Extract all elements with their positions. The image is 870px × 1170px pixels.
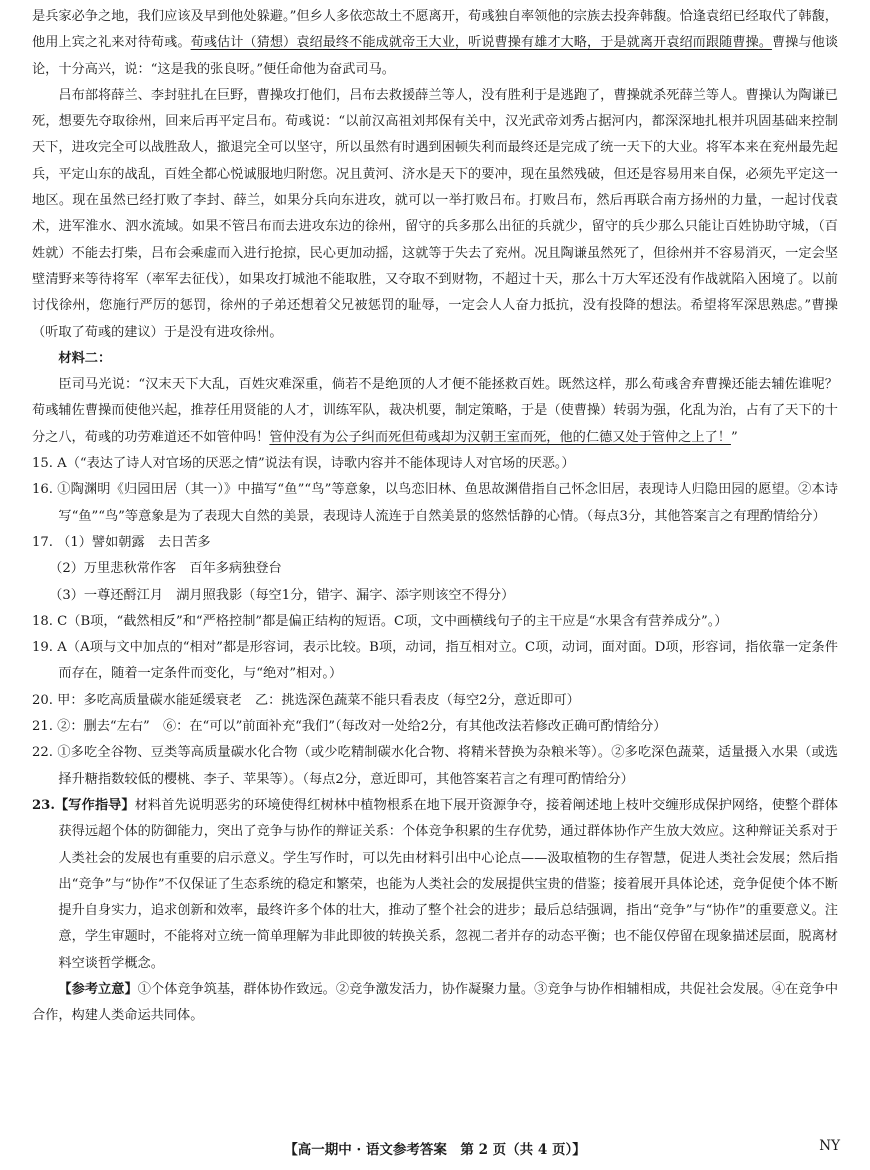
material1-underlined-sentence: 荀彧估计（猜想）袁绍最终不能成就帝王大业，听说曹操有雄才大略，于是就离开袁绍而跟随曹操。 — [190, 35, 772, 51]
reference-text: ①个体竞争筑基，群体协作致远。②竞争激发活力，协作凝聚力量。③竞争与协作相辅相成，共促社会发展。④在竞争中合作，构建人类命运共同体。 — [32, 981, 839, 1024]
answer-17-3: （3）一尊还酹江月 湖月照我影（每空1分，错字、漏字、添字则该空不得分） — [49, 587, 515, 603]
answer-23-writing-guide — [32, 793, 838, 977]
answer-23-reference — [32, 977, 838, 1030]
material1-paragraph-1 — [32, 4, 838, 83]
answer-17-2: （2）万里悲秋常作客 百年多病独登台 — [49, 561, 282, 577]
material2-underlined-sentence: 管仲没有为公子纠而死但荀彧却为汉朝王室而死，他的仁德又处于管仲之上了！ — [269, 429, 731, 445]
material1-text-c: 曹操与他谈论，十分高兴，说：“这是我的张良呀。”便任命他为奋武司马。 — [32, 35, 839, 77]
footer-code: NY — [819, 1138, 840, 1154]
writing-guide-text: 材料首先说明恶劣的环境使得红树林中植物根系在地下展开资源争夺，接着阐述地上枝叶交缠形成保护网络，使整个群体获得远超个体的防御能力，突出了竞争与协作的辩证关系：个体竞争积累的生存优势，通过群体协作产生放大效应。这种辩证关系对于人类社会的发展也有重要的启示意义。学生写作时，可以先由材料引出中心论点——汲取植物的生存智慧，促进人类社会发展；然后指出“竞争”与“协作”不仅保证了生态系统的稳定和繁荣，也能为人类社会的发展提供宝贵的借鉴；接着展开具体论述，竞争促使个体不断提升自身实力，追求创新和效率，最终许多个体的壮大，推动了整个社会的进步；最后总结强调，指出“竞争”与“协作”的重要意义。注意，学生审题时，不能将对立统一简单理解为非此即彼的转换关系，忽视二者并存的动态平衡；也不能仅停留在现象描述层面，脱离材料空谈哲学概念。 — [58, 797, 838, 971]
material2-text-a: 臣司马光说：“汉末天下大乱，百姓灾难深重，倘若不是绝顶的人才便不能拯救百姓。既然这样，那么荀彧舍弃曹操还能去辅佐谁呢？荀彧辅佐曹操而使他兴起，推荐任用贤能的人才，训练军队，裁决机要，制定策略，于是（使曹操）转弱为强，化乱为治，占有了天下的十分之八，荀彧的功劳难道还不如管仲吗！ — [32, 377, 838, 445]
answer-22: 22. ①多吃全谷物、豆类等高质量碳水化合物（或少吃精制碳水化合物、将精米替换为杂粮米等）。②多吃深色蔬菜，适量摄入水果（或选择升糖指数较低的樱桃、李子、苹果等）。（每点2分，意近即可，其他答案若言之有理可酌情给分） — [32, 745, 838, 787]
material1-paragraph-2: 吕布部将薛兰、李封驻扎在巨野，曹操攻打他们，吕布去救援薛兰等人，没有胜利于是逃跑了，曹操就杀死薛兰等人。曹操认为陶谦已死，想要先夺取徐州，回来后再平定吕布。荀彧说：“以前汉高祖刘邦保有关中，汉光武帝刘秀占据河内，都深深地扎根并巩固基础来控制天下，进攻完全可以战胜敌人，撤退完全可以坚守，所以虽然有时遇到困顿失利而最终还是完成了统一天下的大业。将军本来在兖州最先起兵，平定山东的战乱，百姓全都心悦诚服地归附您。况且黄河、济水是天下的要冲，现在虽然残破，但还是容易用来自保，必须先平定这一地区。现在虽然已经打败了李封、薛兰，如果分兵向东进攻，就可以一举打败吕布。打败吕布，然后再联合南方扬州的力量，一起讨伐袁术，进军淮水、泗水流域。如果不管吕布而去进攻东边的徐州，留守的兵多那么出征的兵就少，留守的兵少那么只能让百姓协助守城，（百姓就）不能去打柴，吕布会乘虚而入进行抢掠，民心更加动摇，这就等于失去了兖州。况且陶谦虽然死了，但徐州并不容易消灭，一定会坚壁清野来等待将军（率军去征伐），如果攻打城池不能取胜，又夺取不到财物，不超过十天，那么十万大军还没有作战就陷入困境了。以前讨伐徐州，您施行严厉的惩罚，徐州的子弟还想着父兄被惩罚的耻辱，一定会人人奋力抵抗，没有投降的想法。希望将军深思熟虑。”曹操（听取了荀彧的建议）于是没有进攻徐州。 — [32, 87, 838, 340]
page-footer: 【高一期中 · 语文参考答案 第 2 页（共 4 页）】 — [284, 1142, 586, 1158]
answer-19: 19. A（A项与文中加点的“相对”都是形容词，表示比较。B项，动词，指互相对立。C项，动词，面对面。D项，形容词，指依靠一定条件而存在，随着一定条件而变化，与“绝对”相对。） — [32, 640, 838, 682]
answer-17-1: 17. （1）譬如朝露 去日苦多 — [32, 534, 211, 550]
answer-15: 15. A（“表达了诗人对官场的厌恶之情”说法有误，诗歌内容并不能体现诗人对官场的厌恶。） — [32, 456, 575, 472]
writing-guide-label: 23.【写作指导】 — [32, 797, 135, 813]
reference-label: 【参考立意】 — [58, 981, 138, 997]
material2-heading: 材料二： — [58, 350, 112, 366]
material2-text-c: ” — [730, 429, 738, 445]
material2-paragraph — [32, 372, 838, 451]
answer-21: 21. ②：删去“左右” ⑥：在“可以”前面补充“我们”（每改对一处给2分，有其他改法若修改正确可酌情给分） — [32, 719, 667, 735]
material1-text-a: 是兵家必争之地，我们应该及早到他处躲避。”但乡人多依恋故土不愿离开，荀彧独自率领他的宗族去投奔韩馥。恰逢袁绍已经取代了韩馥，他用上宾之礼来对待荀彧。 — [32, 9, 838, 51]
answer-16: 16. ①陶渊明《归园田居（其一）》中描写“鱼”“鸟”等意象，以鸟恋旧林、鱼思故渊借指自己怀念旧居，表现诗人归隐田园的愿望。②本诗写“鱼”“鸟”等意象是为了表现大自然的美景，表现诗人流连于自然美景的悠然恬静的心情。（每点3分，其他答案言之有理酌情给分） — [32, 482, 838, 524]
answer-18: 18. C（B项，“截然相反”和“严格控制”都是偏正结构的短语。C项，文中画横线句子的主干应是“水果含有营养成分”。） — [32, 613, 728, 629]
answer-20: 20. 甲：多吃高质量碳水能延缓衰老 乙：挑选深色蔬菜不能只看表皮（每空2分，意近即可） — [32, 692, 580, 708]
